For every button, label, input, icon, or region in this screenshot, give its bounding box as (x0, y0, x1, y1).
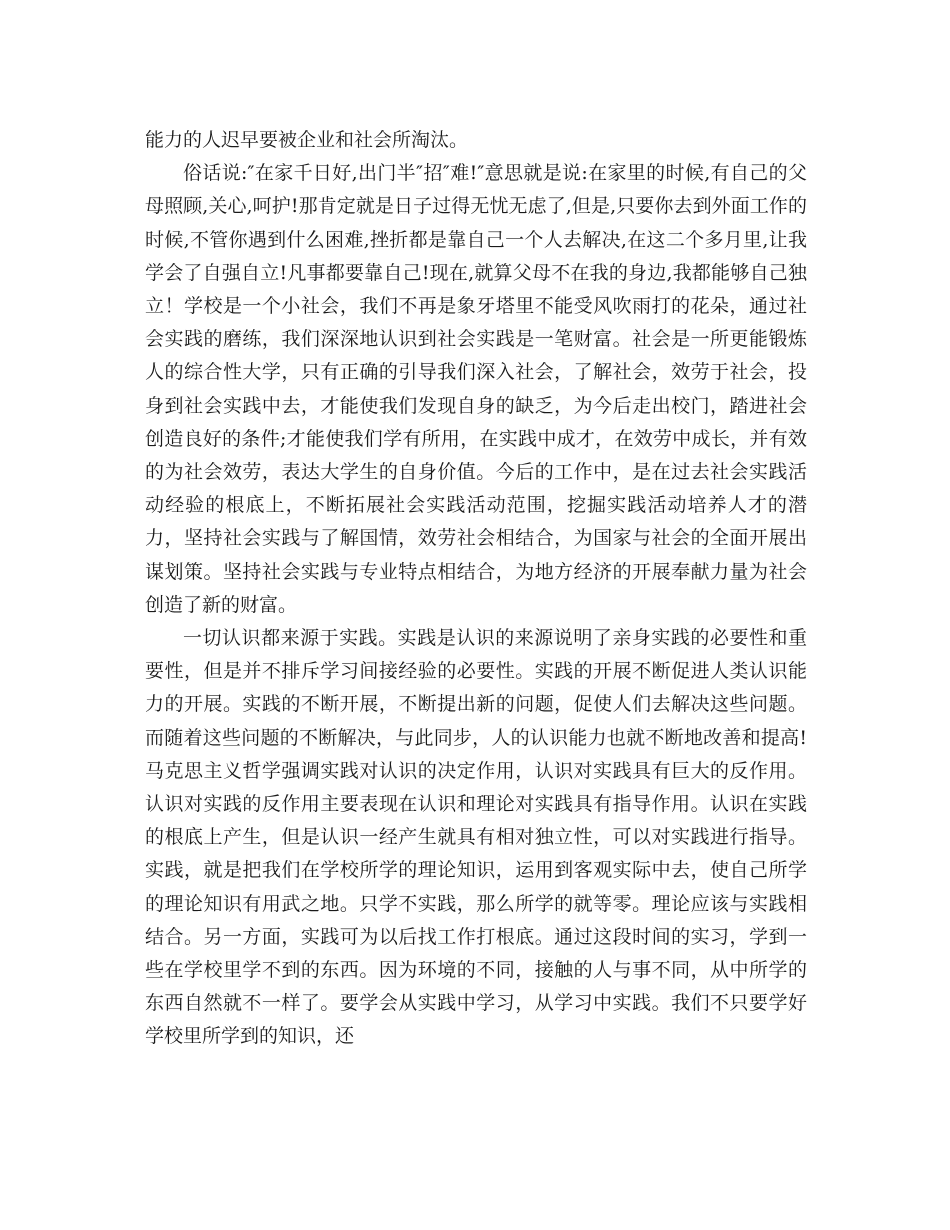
document-body (145, 124, 807, 1054)
paragraph-2: 俗话说:″在家千日好,出门半″招″难!″意思就是说:在家里的时候,有自己的父母照顾,关心,呵护!那肯定就是日子过得无忧无虑了,但是,只要你去到外面工作的时候,不管你遇到什么困难,挫折都是靠自己一个人去解决,在这二个多月里,让我学会了自强自立!凡事都要靠自己!现在,就算父母不在我的身边,我都能够自己独立！学校是一个小社会，我们不再是象牙塔里不能受风吹雨打的花朵，通过社会实践的磨练，我们深深地认识到社会实践是一笔财富。社会是一所更能锻炼人的综合性大学，只有正确的引导我们深入社会，了解社会，效劳于社会，投身到社会实践中去，才能使我们发现自身的缺乏，为今后走出校门，踏进社会创造良好的条件;才能使我们学有所用，在实践中成才，在效劳中成长，并有效的为社会效劳，表达大学生的自身价值。今后的工作中，是在过去社会实践活动经验的根底上，不断拓展社会实践活动范围，挖掘实践活动培养人才的潜力，坚持社会实践与了解国情，效劳社会相结合，为国家与社会的全面开展出谋划策。坚持社会实践与专业特点相结合，为地方经济的开展奉献力量为社会创造了新的财富。 (145, 162, 807, 616)
paragraph-1: 能力的人迟早要被企业和社会所淘汰。 (145, 129, 469, 151)
paragraph-3: 一切认识都来源于实践。实践是认识的来源说明了亲身实践的必要性和重要性，但是并不排斥学习间接经验的必要性。实践的开展不断促进人类认识能力的开展。实践的不断开展，不断提出新的问题，促使人们去解决这些问题。而随着这些问题的不断解决，与此同步，人的认识能力也就不断地改善和提高!马克思主义哲学强调实践对认识的决定作用，认识对实践具有巨大的反作用。认识对实践的反作用主要表现在认识和理论对实践具有指导作用。认识在实践的根底上产生，但是认识一经产生就具有相对独立性，可以对实践进行指导。实践，就是把我们在学校所学的理论知识，运用到客观实际中去，使自己所学的理论知识有用武之地。只学不实践，那么所学的就等零。理论应该与实践相结合。另一方面，实践可为以后找工作打根底。通过这段时间的实习，学到一些在学校里学不到的东西。因为环境的不同，接触的人与事不同，从中所学的东西自然就不一样了。要学会从实践中学习，从学习中实践。我们不只要学好学校里所学到的知识，还 (145, 627, 807, 1048)
